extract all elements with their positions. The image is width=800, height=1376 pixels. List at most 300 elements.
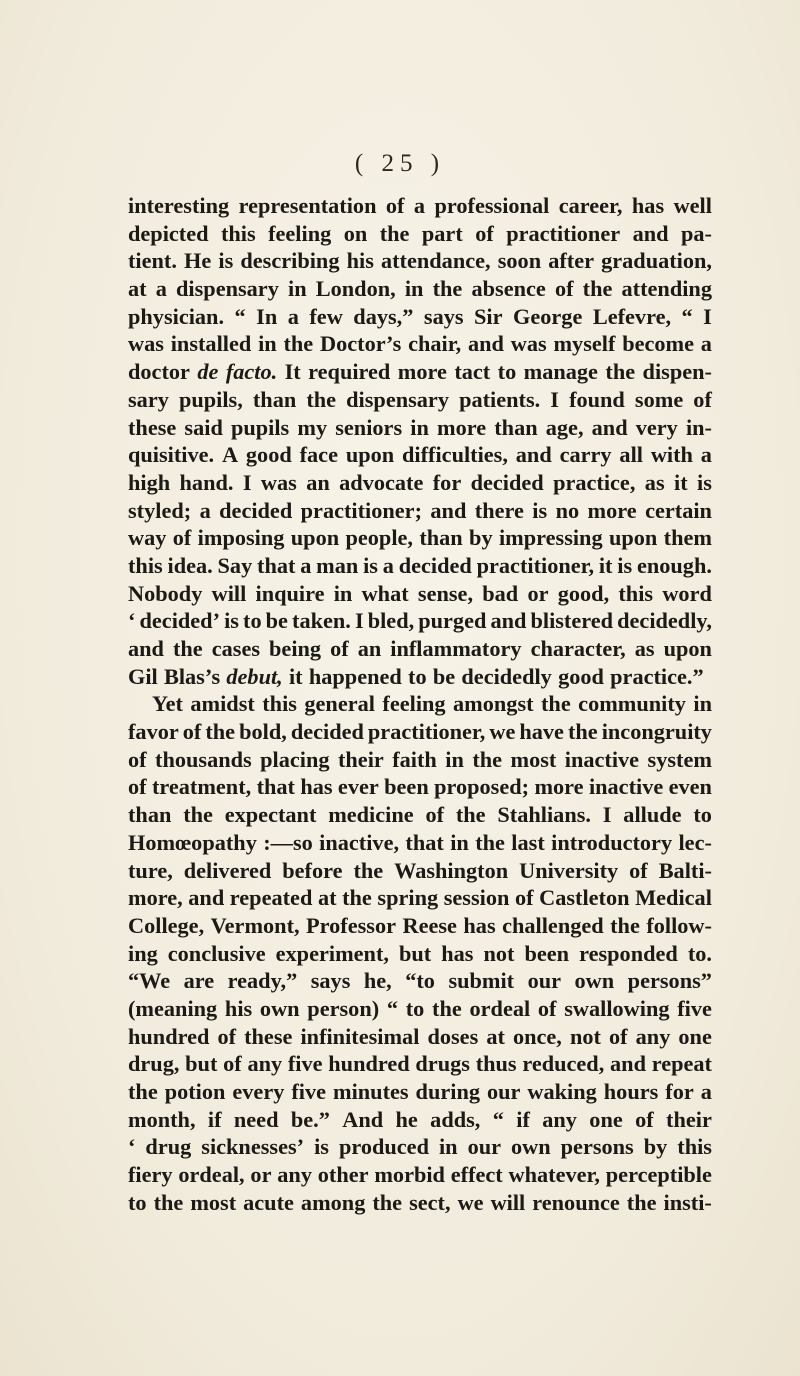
- word: month,: [128, 1106, 196, 1132]
- word: insti-: [663, 1189, 712, 1215]
- word: pa-: [680, 220, 712, 246]
- word: I: [703, 303, 712, 329]
- word: own: [574, 968, 615, 994]
- word: every: [232, 1079, 285, 1104]
- word: Professor: [306, 912, 397, 938]
- word: incongruity: [601, 719, 712, 745]
- word: part: [421, 220, 463, 246]
- word: an: [357, 636, 382, 661]
- word: pupils: [230, 414, 290, 440]
- word: of: [182, 719, 202, 745]
- word: medicine: [328, 802, 414, 828]
- word: after: [548, 248, 594, 274]
- word: blistered: [530, 608, 614, 634]
- text-line: [128, 912, 712, 940]
- word: “: [386, 995, 399, 1021]
- word: a: [287, 303, 299, 329]
- word: not: [569, 1023, 601, 1049]
- word: said: [184, 414, 223, 440]
- word: general: [304, 691, 375, 717]
- word: that: [405, 829, 444, 855]
- word: and: [591, 414, 628, 440]
- word: their: [666, 1106, 712, 1132]
- text-line: [128, 607, 712, 635]
- word: upon: [608, 525, 658, 551]
- word: fiery: [128, 1162, 173, 1188]
- word: the: [432, 995, 462, 1021]
- word: of: [385, 193, 405, 218]
- word: of: [172, 525, 192, 551]
- text-line: [128, 524, 712, 552]
- body-text: [128, 192, 712, 1216]
- word: as: [644, 469, 665, 495]
- word: myself: [553, 331, 616, 357]
- text-line: [128, 358, 712, 386]
- word: he,: [363, 968, 392, 994]
- text-line: [128, 303, 712, 331]
- word: a: [300, 552, 312, 578]
- word: perceptible: [605, 1162, 712, 1188]
- word: ordeal: [469, 995, 531, 1021]
- word: the: [153, 1189, 184, 1215]
- word: sect,: [409, 1189, 451, 1215]
- word: is: [617, 552, 633, 578]
- word: advocate: [339, 469, 424, 495]
- word: this: [618, 580, 654, 606]
- word: become: [622, 331, 694, 357]
- word: these: [128, 414, 177, 440]
- word: cases: [211, 636, 261, 661]
- word: tient.: [128, 248, 177, 274]
- word: purged: [418, 608, 487, 634]
- word: allude: [623, 802, 682, 828]
- word: in: [404, 276, 424, 302]
- word: inactive: [588, 774, 664, 800]
- text-line: [128, 386, 712, 414]
- word: more: [587, 497, 637, 523]
- word: drugs: [415, 1051, 470, 1077]
- word: of: [554, 276, 574, 302]
- word: be.”: [290, 1106, 330, 1132]
- word: than: [128, 802, 172, 828]
- word: need: [233, 1106, 279, 1132]
- word: impressing: [498, 525, 603, 551]
- word: practice.”: [610, 663, 704, 689]
- word: decided: [219, 497, 293, 523]
- word: “: [681, 303, 693, 329]
- word: repeated: [229, 885, 313, 911]
- word: than: [494, 414, 538, 440]
- word: a: [700, 1079, 712, 1104]
- word: of: [475, 220, 494, 246]
- word: Yet: [152, 691, 183, 717]
- word: “: [234, 303, 246, 329]
- word: professional: [434, 193, 550, 218]
- word: these: [244, 1023, 293, 1049]
- word: upon: [663, 636, 712, 661]
- word: to.: [687, 940, 712, 966]
- word: happened: [308, 663, 402, 689]
- word: at: [317, 885, 337, 911]
- word: there: [474, 497, 524, 523]
- word: been: [384, 774, 429, 800]
- word: session: [443, 885, 510, 911]
- word: difficulties,: [402, 442, 508, 468]
- italic-word: de: [197, 359, 219, 385]
- word: an: [306, 469, 330, 495]
- word: any: [542, 1106, 577, 1132]
- word: their: [337, 746, 384, 772]
- word: Gil: [128, 663, 158, 689]
- word: of: [537, 995, 557, 1021]
- word: ever: [337, 774, 379, 800]
- word: man: [316, 552, 359, 578]
- word: in: [288, 276, 307, 302]
- word: potion: [164, 1079, 226, 1104]
- word: the: [432, 276, 463, 302]
- word: most: [510, 746, 557, 772]
- word: Doctor’s: [320, 331, 402, 357]
- text-line: [128, 497, 712, 525]
- word: more: [397, 359, 447, 385]
- word: (meaning: [128, 995, 218, 1021]
- word: dispensary: [176, 276, 279, 302]
- word: is: [532, 497, 548, 523]
- word: I: [550, 386, 559, 412]
- word: London,: [315, 276, 396, 302]
- word: morbid: [374, 1162, 445, 1188]
- word: in: [410, 414, 429, 440]
- text-line: [128, 635, 712, 663]
- word: inactive: [564, 746, 640, 772]
- text-line: [128, 663, 712, 691]
- text-line: [128, 746, 712, 774]
- word: Lefevre,: [592, 303, 672, 329]
- word: manage: [523, 359, 598, 385]
- word: infinitesimal: [300, 1023, 420, 1049]
- word: renounce: [532, 1189, 620, 1215]
- word: the: [582, 276, 613, 302]
- word: and: [188, 885, 225, 911]
- word: says: [310, 968, 351, 994]
- word: pupils,: [178, 386, 243, 412]
- word: decided: [290, 719, 364, 745]
- word: introductory: [551, 829, 673, 855]
- word: expectant: [224, 802, 317, 828]
- word: own: [259, 995, 300, 1021]
- text-line: [128, 995, 712, 1023]
- word: what: [361, 580, 409, 606]
- word: practice,: [553, 469, 636, 495]
- word: hand.: [179, 469, 234, 495]
- text-line: [128, 690, 712, 718]
- word: I: [602, 802, 612, 828]
- word: of: [223, 1051, 242, 1077]
- text-line: [128, 773, 712, 801]
- text-line: [128, 220, 712, 248]
- word: upon: [290, 525, 340, 551]
- word: person): [307, 995, 380, 1021]
- word: good: [245, 442, 292, 468]
- word: treatment,: [151, 774, 252, 800]
- word: once,: [512, 1023, 562, 1049]
- word: representation: [238, 193, 377, 218]
- word: of: [217, 1023, 237, 1049]
- word: we: [489, 719, 516, 745]
- word: decided’: [139, 608, 221, 634]
- page-number: ( 25 ): [354, 150, 446, 177]
- word: it: [674, 469, 688, 495]
- word: has: [631, 193, 665, 218]
- word: all: [619, 442, 643, 468]
- word: and: [632, 220, 669, 246]
- text-line: [128, 552, 712, 580]
- word: is: [224, 608, 239, 634]
- word: as: [634, 636, 655, 661]
- text-line: [128, 829, 712, 857]
- word: decided: [470, 469, 544, 495]
- word: word: [662, 580, 712, 606]
- word: waking: [527, 1079, 597, 1104]
- word: delivered: [183, 857, 272, 883]
- word: acute: [243, 1189, 294, 1215]
- word: is: [218, 248, 234, 274]
- word: soon: [497, 248, 542, 274]
- word: is: [697, 469, 712, 495]
- word: patients.: [459, 386, 541, 412]
- word: his: [224, 995, 253, 1021]
- text-line: [128, 414, 712, 442]
- word: describing: [240, 248, 340, 274]
- word: practitioner,: [476, 552, 595, 578]
- word: attending: [621, 276, 712, 302]
- word: by: [469, 525, 493, 551]
- word: And: [342, 1106, 384, 1132]
- word: spring: [377, 885, 439, 911]
- word: on: [343, 220, 368, 246]
- word: very: [635, 414, 678, 440]
- word: bad: [482, 580, 519, 606]
- word: few: [309, 303, 343, 329]
- word: it: [288, 663, 303, 689]
- word: drug: [145, 1134, 192, 1160]
- word: in: [450, 829, 469, 855]
- word: other: [317, 1162, 369, 1188]
- word: in: [438, 1134, 458, 1160]
- word: face: [299, 442, 338, 468]
- word: graduation,: [601, 248, 712, 274]
- word: at: [486, 1023, 505, 1049]
- text-line: [128, 1106, 712, 1134]
- text-line: [128, 1189, 712, 1217]
- word: quisitive.: [128, 442, 215, 468]
- word: five: [287, 1051, 323, 1077]
- word: practitioner;: [300, 497, 422, 523]
- word: the: [610, 912, 640, 938]
- word: He: [184, 248, 212, 274]
- word: produced: [338, 1134, 429, 1160]
- word: a: [199, 497, 211, 523]
- word: decidedly,: [617, 608, 712, 634]
- text-line: [128, 1023, 712, 1051]
- word: :—so: [263, 829, 313, 855]
- word: that: [256, 774, 295, 800]
- word: in-: [685, 414, 712, 440]
- word: hundred: [128, 1023, 210, 1049]
- text-line: [128, 1050, 712, 1078]
- word: more,: [128, 885, 183, 911]
- text-line: [128, 801, 712, 829]
- word: I: [242, 469, 252, 495]
- word: them: [663, 525, 712, 551]
- word: will: [490, 1189, 526, 1215]
- word: effect: [450, 1162, 503, 1188]
- word: days,”: [353, 303, 414, 329]
- word: faith: [392, 746, 437, 772]
- word: minutes: [333, 1079, 409, 1104]
- word: placing: [260, 746, 330, 772]
- word: Sir: [474, 303, 503, 329]
- word: was: [128, 331, 164, 357]
- text-line: [128, 330, 712, 358]
- word: says: [423, 303, 464, 329]
- word: character,: [530, 636, 626, 661]
- word: installed: [170, 331, 252, 357]
- word: whatever,: [508, 1162, 600, 1188]
- word: the: [379, 220, 410, 246]
- word: decidedly: [461, 663, 552, 689]
- word: the: [183, 802, 213, 828]
- word: Castleton: [539, 885, 630, 911]
- word: well: [673, 193, 712, 218]
- word: a: [382, 552, 394, 578]
- word: and: [490, 608, 527, 634]
- word: ture,: [128, 857, 173, 883]
- word: the: [541, 691, 571, 717]
- word: our: [467, 1134, 502, 1160]
- word: bled,: [367, 608, 415, 634]
- word: our: [527, 968, 562, 994]
- word: one: [589, 1106, 623, 1132]
- word: to: [497, 359, 517, 385]
- word: ready,”: [227, 968, 298, 994]
- text-line: [128, 1078, 712, 1106]
- word: we: [457, 1189, 484, 1215]
- word: Balti-: [658, 857, 712, 883]
- word: good: [558, 663, 604, 689]
- word: ing: [128, 940, 158, 966]
- word: conclusive: [167, 940, 266, 966]
- word: submit: [448, 968, 515, 994]
- text-line: [128, 884, 712, 912]
- word: are: [183, 968, 215, 994]
- word: sicknesses’: [201, 1134, 305, 1160]
- word: the: [455, 802, 486, 828]
- word: of: [693, 386, 712, 412]
- word: upon: [345, 442, 395, 468]
- word: hours: [603, 1079, 659, 1104]
- word: persons: [560, 1134, 634, 1160]
- word: repeat: [651, 1051, 712, 1077]
- word: swallowing: [564, 995, 670, 1021]
- word: the: [342, 885, 372, 911]
- word: good,: [557, 580, 610, 606]
- word: will: [211, 580, 247, 606]
- word: drug,: [128, 1051, 180, 1077]
- word: and: [128, 636, 164, 661]
- text-line: [128, 967, 712, 995]
- word: in: [445, 746, 464, 772]
- word: not: [483, 940, 515, 966]
- word: and: [610, 1051, 646, 1077]
- word: community: [578, 691, 686, 717]
- word: ‘: [128, 1134, 136, 1160]
- word: the: [605, 359, 636, 385]
- word: five: [291, 1079, 327, 1104]
- word: idea.: [167, 552, 213, 578]
- word: any: [277, 1162, 312, 1188]
- word: the: [472, 746, 503, 772]
- word: adds,: [430, 1106, 481, 1132]
- word: proposed;: [434, 774, 530, 800]
- word: for: [432, 469, 462, 495]
- word: in: [333, 580, 353, 606]
- word: people,: [345, 525, 413, 551]
- word: any: [247, 1051, 283, 1077]
- word: in: [693, 691, 712, 717]
- word: my: [297, 414, 328, 440]
- word: feeling: [268, 220, 332, 246]
- word: chair,: [408, 331, 462, 357]
- word: the: [353, 857, 384, 883]
- word: our: [486, 1079, 521, 1104]
- word: follow-: [646, 912, 712, 938]
- word: the: [567, 719, 598, 745]
- word: for: [665, 1079, 694, 1104]
- word: thus: [475, 1051, 517, 1077]
- word: of: [514, 885, 534, 911]
- word: at: [128, 276, 147, 302]
- word: that: [257, 552, 296, 578]
- word: dispensary: [346, 386, 449, 412]
- word: some: [634, 386, 684, 412]
- word: amongst: [453, 691, 534, 717]
- word: thousands: [155, 746, 252, 772]
- word: lec-: [678, 829, 712, 855]
- word: of: [128, 774, 147, 800]
- word: practitioner,: [367, 719, 486, 745]
- text-line: [128, 441, 712, 469]
- text-line: [128, 469, 712, 497]
- word: amidst: [190, 691, 255, 717]
- word: to: [405, 995, 425, 1021]
- word: last: [511, 829, 545, 855]
- word: of: [128, 746, 147, 772]
- word: practitioner: [506, 220, 621, 246]
- word: the: [372, 1189, 403, 1215]
- word: to: [243, 608, 262, 634]
- word: sense,: [417, 580, 474, 606]
- word: George: [513, 303, 583, 329]
- word: interesting: [128, 193, 230, 218]
- text-line: [128, 1161, 712, 1189]
- word: high: [128, 469, 171, 495]
- word: has: [441, 940, 474, 966]
- italic-word: facto.: [225, 359, 278, 385]
- word: doctor: [128, 359, 190, 385]
- word: any: [635, 1023, 671, 1049]
- word: ‘: [128, 608, 136, 634]
